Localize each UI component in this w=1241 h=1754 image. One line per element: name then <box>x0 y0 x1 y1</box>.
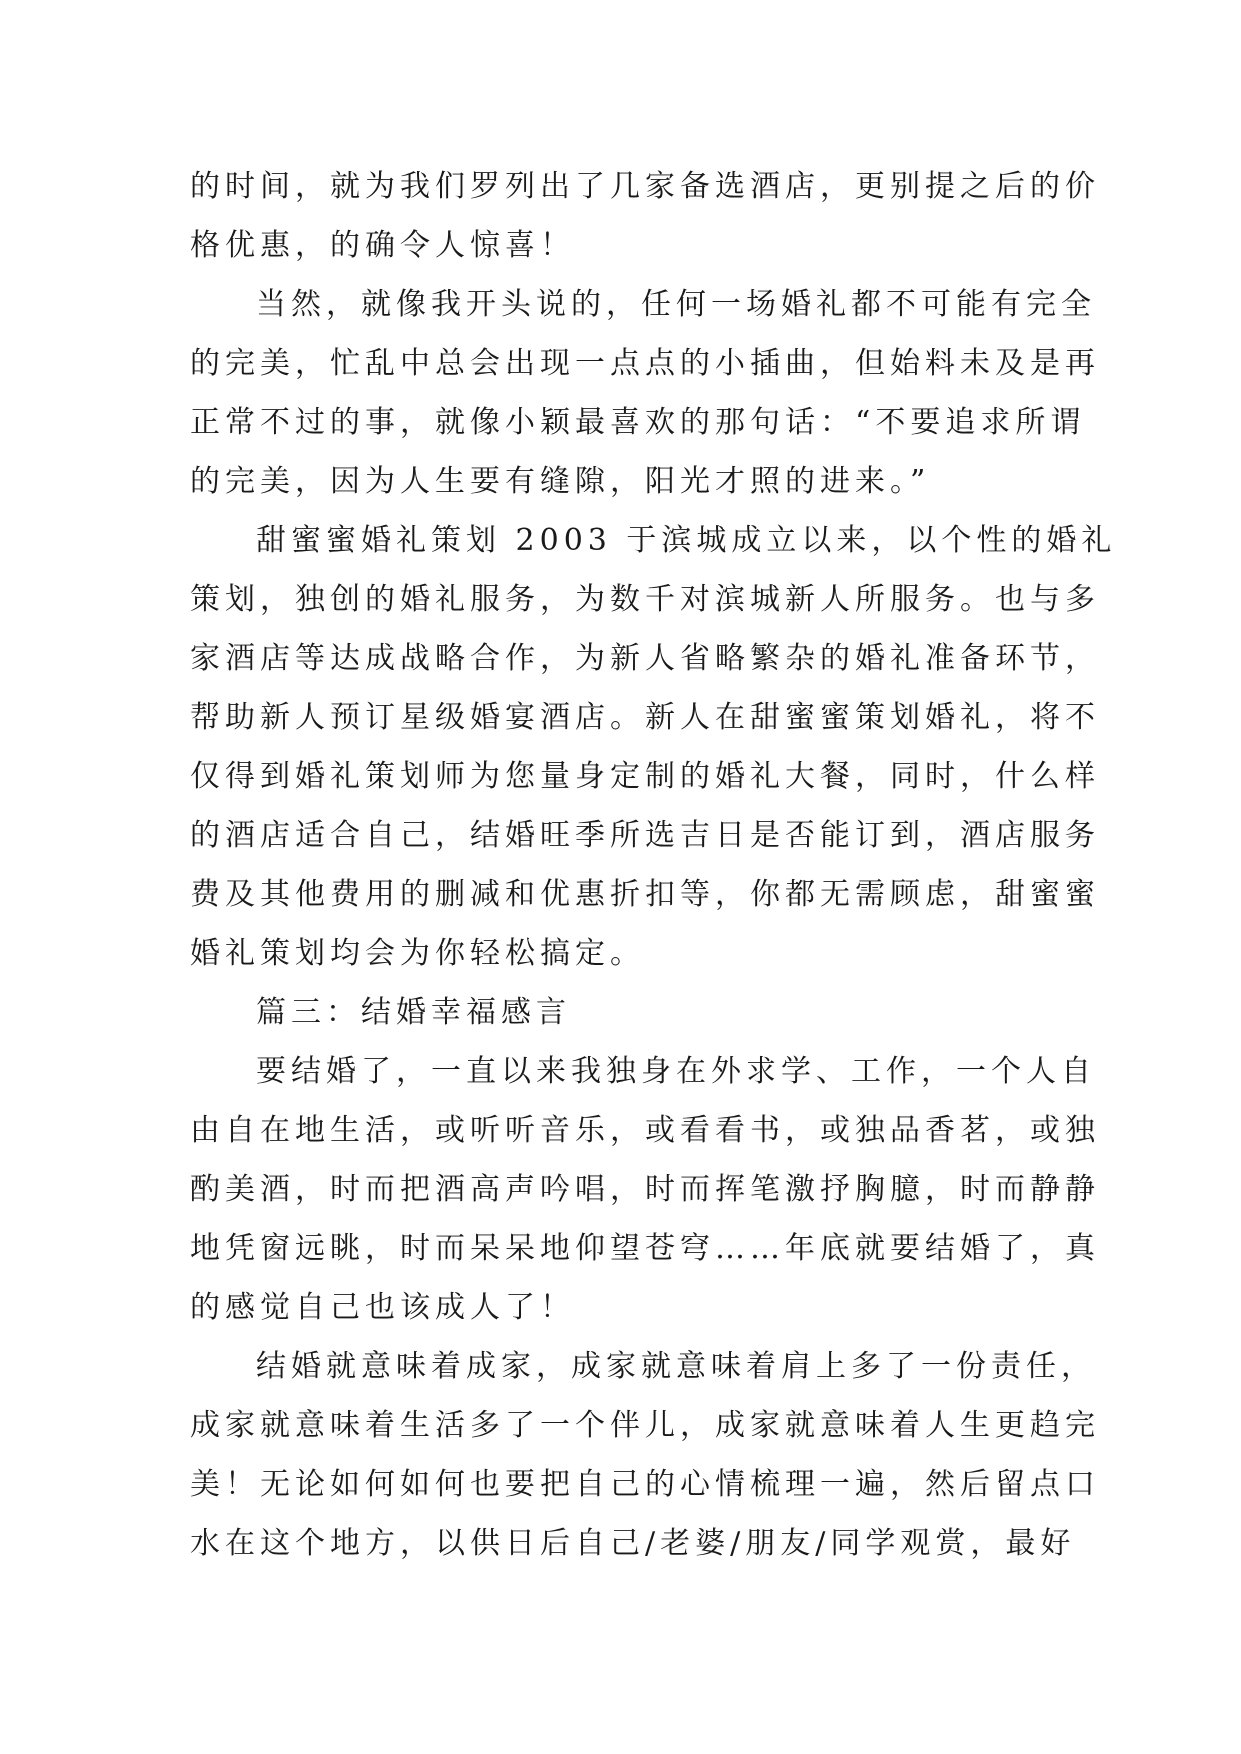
paragraph-start-line: 甜蜜蜜婚礼策划 2003 于滨城成立以来，以个性的婚礼 <box>256 523 1117 558</box>
text-line: 酌美酒，时而把酒高声吟唱，时而挥笔激抒胸臆，时而静静 <box>190 1172 1100 1207</box>
paragraph-start-line: 结婚就意味着成家，成家就意味着肩上多了一份责任， <box>256 1349 1096 1384</box>
paragraph-start-line: 要结婚了，一直以来我独身在外求学、工作，一个人自 <box>256 1054 1096 1089</box>
text-line: 的感觉自己也该成人了！ <box>190 1290 575 1325</box>
text-line: 帮助新人预订星级婚宴酒店。新人在甜蜜蜜策划婚礼，将不 <box>190 700 1100 735</box>
text-line: 美！无论如何如何也要把自己的心情梳理一遍，然后留点口 <box>190 1467 1100 1502</box>
text-line: 地凭窗远眺，时而呆呆地仰望苍穹……年底就要结婚了，真 <box>190 1231 1100 1266</box>
text-line: 费及其他费用的删减和优惠折扣等，你都无需顾虑，甜蜜蜜 <box>190 877 1100 912</box>
text-line: 正常不过的事，就像小颖最喜欢的那句话：“不要追求所谓 <box>190 405 1086 440</box>
text-line: 的时间，就为我们罗列出了几家备选酒店，更别提之后的价 <box>190 169 1100 204</box>
text-line: 策划，独创的婚礼服务，为数千对滨城新人所服务。也与多 <box>190 582 1100 617</box>
text-line: 婚礼策划均会为你轻松搞定。 <box>190 936 645 971</box>
text-line: 的酒店适合自己，结婚旺季所选吉日是否能订到，酒店服务 <box>190 818 1100 853</box>
document-body <box>190 157 1117 1573</box>
text-line: 水在这个地方，以供日后自己/老婆/朋友/同学观赏，最好 <box>190 1526 1076 1561</box>
text-line: 的完美，忙乱中总会出现一点点的小插曲，但始料未及是再 <box>190 346 1100 381</box>
text-line: 仅得到婚礼策划师为您量身定制的婚礼大餐，同时，什么样 <box>190 759 1100 794</box>
text-line: 的完美，因为人生要有缝隙，阳光才照的进来。” <box>190 464 931 499</box>
text-line: 格优惠，的确令人惊喜！ <box>190 228 575 263</box>
paragraph-start-line: 当然，就像我开头说的，任何一场婚礼都不可能有完全 <box>256 287 1096 322</box>
text-line: 由自在地生活，或听听音乐，或看看书，或独品香茗，或独 <box>190 1113 1100 1148</box>
section-heading: 篇三：结婚幸福感言 <box>256 995 571 1030</box>
text-line: 家酒店等达成战略合作，为新人省略繁杂的婚礼准备环节， <box>190 641 1100 676</box>
text-line: 成家就意味着生活多了一个伴儿，成家就意味着人生更趋完 <box>190 1408 1100 1443</box>
